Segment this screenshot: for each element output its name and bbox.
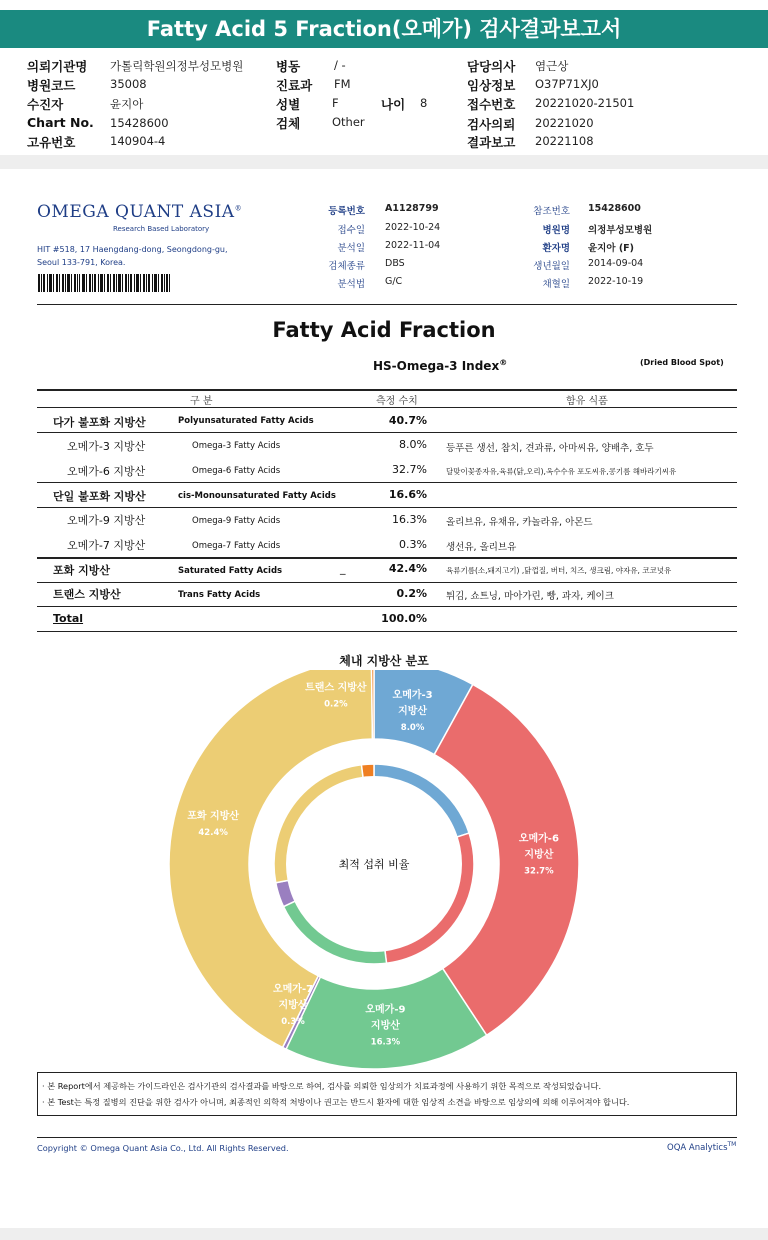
ref-no-value: 15428600 xyxy=(588,203,641,214)
dept-value: FM xyxy=(334,77,351,91)
slice-label-1: 지방산 xyxy=(524,849,554,861)
lab-address-line1: HIT #518, 17 Haengdang-dong, Seongdong-gu, xyxy=(37,245,228,254)
row-en: cis-Monounsaturated Fatty Acids xyxy=(178,491,336,501)
header-divider xyxy=(37,304,737,305)
slice-label-1: 오메가-6 xyxy=(518,833,559,845)
uid-label: 고유번호 xyxy=(27,135,76,150)
slice-label-3: 지방산 xyxy=(278,999,308,1011)
slice-label-0: 지방산 xyxy=(398,705,428,717)
table-bottom-rule xyxy=(37,631,737,632)
row-en: Omega-6 Fatty Acids xyxy=(192,466,281,476)
row-rule xyxy=(37,582,737,583)
slice-label-2: 지방산 xyxy=(370,1020,400,1032)
row-food: 육류기름(소,돼지고기) ,닭껍질, 버터, 치즈, 생크림, 야자유, 코코넛유 xyxy=(446,566,672,575)
patient-name-value: 윤지아 (F) xyxy=(588,243,635,254)
slice-label-4: 포화 지방산 xyxy=(187,811,240,823)
code-value: 35008 xyxy=(110,77,147,91)
row-food: 생선유, 올리브유 xyxy=(446,542,517,553)
receipt-label: 접수번호 xyxy=(467,97,516,112)
slice-label-1: 32.7% xyxy=(524,866,554,877)
lab-address-line2: Seoul 133-791, Korea. xyxy=(37,258,126,267)
index-title-mark: ® xyxy=(499,358,508,367)
row-food: 올리브유, 유채유, 카놀라유, 아몬드 xyxy=(446,517,593,528)
row-name: Total xyxy=(53,612,84,625)
received-value: 2022-10-24 xyxy=(385,222,441,233)
dob-label: 생년월일 xyxy=(533,261,570,272)
sex-value: F xyxy=(332,96,339,110)
ward-label: 병동 xyxy=(276,59,301,74)
received-label: 접수일 xyxy=(337,225,365,236)
row-value: 16.6% xyxy=(388,488,427,501)
row-name: 포화 지방산 xyxy=(53,564,110,577)
row-en: Omega-3 Fatty Acids xyxy=(192,441,281,451)
row-en: Trans Fatty Acids xyxy=(178,590,261,600)
row-name: 오메가-6 지방산 xyxy=(67,465,146,478)
request-label: 검사의뢰 xyxy=(467,117,516,132)
analyzed-value: 2022-11-04 xyxy=(385,240,441,251)
copyright: Copyright © Omega Quant Asia Co., Ltd. All Rights Reserved. xyxy=(37,1143,289,1153)
row-name: 트랜스 지방산 xyxy=(53,588,121,601)
footer-rule xyxy=(37,1137,737,1138)
lab-logo-mark: ® xyxy=(234,204,243,213)
row-value: 100.0% xyxy=(381,612,427,625)
hospital-label: 병원명 xyxy=(542,225,570,236)
lab-logo xyxy=(37,202,242,222)
age-label: 나이 xyxy=(381,97,406,112)
row-name: 단일 불포화 지방산 xyxy=(53,490,146,503)
chart-value: 15428600 xyxy=(110,116,169,130)
clinical-value: O37P71XJ0 xyxy=(535,77,599,91)
receipt-value: 20221020-21501 xyxy=(535,96,635,110)
row-food: 튀김, 쇼트닝, 마아가린, 빵, 과자, 케이크 xyxy=(446,591,614,602)
row-food: 달맞이꽃종자유,육류(닭,오리),옥수수유 포도씨유,콩기름 해바라기씨유 xyxy=(446,467,677,476)
ref-no-label: 참조번호 xyxy=(533,206,570,217)
dob-value: 2014-09-04 xyxy=(588,258,644,269)
table-top-rule xyxy=(37,389,737,391)
lab-address xyxy=(37,243,228,269)
row-en: Polyunsaturated Fatty Acids xyxy=(178,416,314,426)
note-line: · 본 Report에서 제공하는 가이드라인은 검사기관의 검사결과를 바탕으로 하여, 검사를 의뢰한 임상의가 치료과정에 사용하기 위한 목적으로 작성되었습니다. xyxy=(42,1081,602,1091)
slice-label-4: 42.4% xyxy=(198,828,228,839)
row-name: 오메가-9 지방산 xyxy=(67,514,146,527)
row-value: 8.0% xyxy=(399,438,427,451)
report-value: 20221108 xyxy=(535,134,594,148)
doctor-value: 염근상 xyxy=(535,59,569,73)
clinical-label: 임상정보 xyxy=(467,78,516,93)
method-value: G/C xyxy=(385,276,403,287)
table-header-rule xyxy=(37,407,737,408)
code-label: 병원코드 xyxy=(27,78,76,93)
row-value: 0.3% xyxy=(399,538,427,551)
report-label: 결과보고 xyxy=(467,135,516,150)
col-category: 구 분 xyxy=(190,396,213,407)
row-rule xyxy=(37,432,737,433)
row-name: 오메가-3 지방산 xyxy=(67,440,146,453)
method-label: 분석법 xyxy=(337,279,365,290)
request-value: 20221020 xyxy=(535,116,594,130)
center-label: 최적 섭취 비율 xyxy=(338,858,410,871)
row-value: 42.4% xyxy=(388,562,427,575)
page-bottom-shade xyxy=(0,1228,768,1240)
hospital-value: 의정부성모병원 xyxy=(588,225,653,236)
sex-label: 성별 xyxy=(276,97,301,112)
row-name: 오메가-7 지방산 xyxy=(67,539,146,552)
lab-logo-sub: Research Based Laboratory xyxy=(113,225,210,233)
report-title: Fatty Acid 5 Fraction(오메가) 검사결과보고서 xyxy=(0,10,768,48)
dept-label: 진료과 xyxy=(276,78,313,93)
main-title: Fatty Acid Fraction xyxy=(272,318,496,342)
slice-label-5: 트랜스 지방산 xyxy=(305,682,367,694)
slice-label-5: 0.2% xyxy=(324,699,348,710)
collected-value: 2022-10-19 xyxy=(588,276,644,287)
slice-label-0: 오메가-3 xyxy=(392,689,433,701)
dried-blood-spot: (Dried Blood Spot) xyxy=(640,358,724,367)
uid-value: 140904-4 xyxy=(110,134,166,148)
oqa-analytics xyxy=(667,1141,736,1153)
outer-slice-5 xyxy=(371,670,374,739)
notes-box xyxy=(37,1072,737,1116)
barcode-icon xyxy=(38,274,170,292)
row-en: Omega-7 Fatty Acids xyxy=(192,541,281,551)
index-title xyxy=(373,358,507,373)
oqa-text: OQA Analytics xyxy=(667,1142,728,1153)
sample-value: DBS xyxy=(385,258,405,269)
chart-label: Chart No. xyxy=(27,115,94,130)
institution-label: 의뢰기관명 xyxy=(27,59,88,74)
row-name: 다가 불포화 지방산 xyxy=(53,416,146,429)
specimen-value: Other xyxy=(332,115,365,129)
fatty-acid-donut-chart xyxy=(0,670,768,1090)
ward-value: / - xyxy=(334,58,346,72)
row-value: 32.7% xyxy=(392,463,427,476)
row-rule xyxy=(37,557,737,559)
row-rule xyxy=(37,606,737,607)
specimen-label: 검체 xyxy=(276,116,301,131)
row-mark: _ xyxy=(340,562,346,575)
row-en: Saturated Fatty Acids xyxy=(178,566,283,576)
patient-label: 수진자 xyxy=(27,97,64,112)
chart-title: 체내 지방산 분포 xyxy=(339,654,429,668)
slice-label-3: 0.3% xyxy=(281,1016,305,1027)
note-line: · 본 Test는 특정 질병의 진단을 위한 검사가 아니며, 최종적인 의학적 처방이나 권고는 반드시 환자에 대한 임상적 소견을 바탕으로 임상의에 의해 이루어져야 합니다. xyxy=(42,1097,630,1107)
age-value: 8 xyxy=(420,96,428,110)
col-value: 측정 수치 xyxy=(376,396,418,407)
doctor-label: 담당의사 xyxy=(467,59,516,74)
slice-label-0: 8.0% xyxy=(400,722,425,733)
row-rule xyxy=(37,507,737,508)
row-value: 40.7% xyxy=(388,414,427,427)
row-value: 0.2% xyxy=(396,587,427,600)
col-food: 함유 식품 xyxy=(566,396,608,407)
patient-info xyxy=(0,52,768,152)
lab-logo-text: OMEGA QUANT ASIA xyxy=(37,202,235,222)
slice-label-2: 16.3% xyxy=(370,1037,401,1048)
slice-label-3: 오메가-7 xyxy=(272,983,314,995)
analyzed-label: 분석일 xyxy=(337,243,365,254)
reg-no-value: A1128799 xyxy=(385,203,439,214)
row-en: Omega-9 Fatty Acids xyxy=(192,516,281,526)
sample-label: 검체종류 xyxy=(328,261,365,272)
collected-label: 채혈일 xyxy=(542,279,570,290)
patient-value: 윤지아 xyxy=(110,97,144,111)
page-separator xyxy=(0,155,768,169)
index-title-text: HS-Omega-3 Index xyxy=(373,359,500,373)
row-value: 16.3% xyxy=(392,513,427,526)
reg-no-label: 등록번호 xyxy=(328,206,365,217)
institution-value: 가톨릭학원의정부성모병원 xyxy=(110,59,244,73)
slice-label-2: 오메가-9 xyxy=(365,1004,406,1016)
row-rule xyxy=(37,482,737,483)
oqa-mark: TM xyxy=(727,1141,737,1148)
patient-name-label: 환자명 xyxy=(542,243,570,254)
row-food: 등푸른 생선, 참치, 견과류, 아마씨유, 양배추, 호두 xyxy=(446,443,654,454)
